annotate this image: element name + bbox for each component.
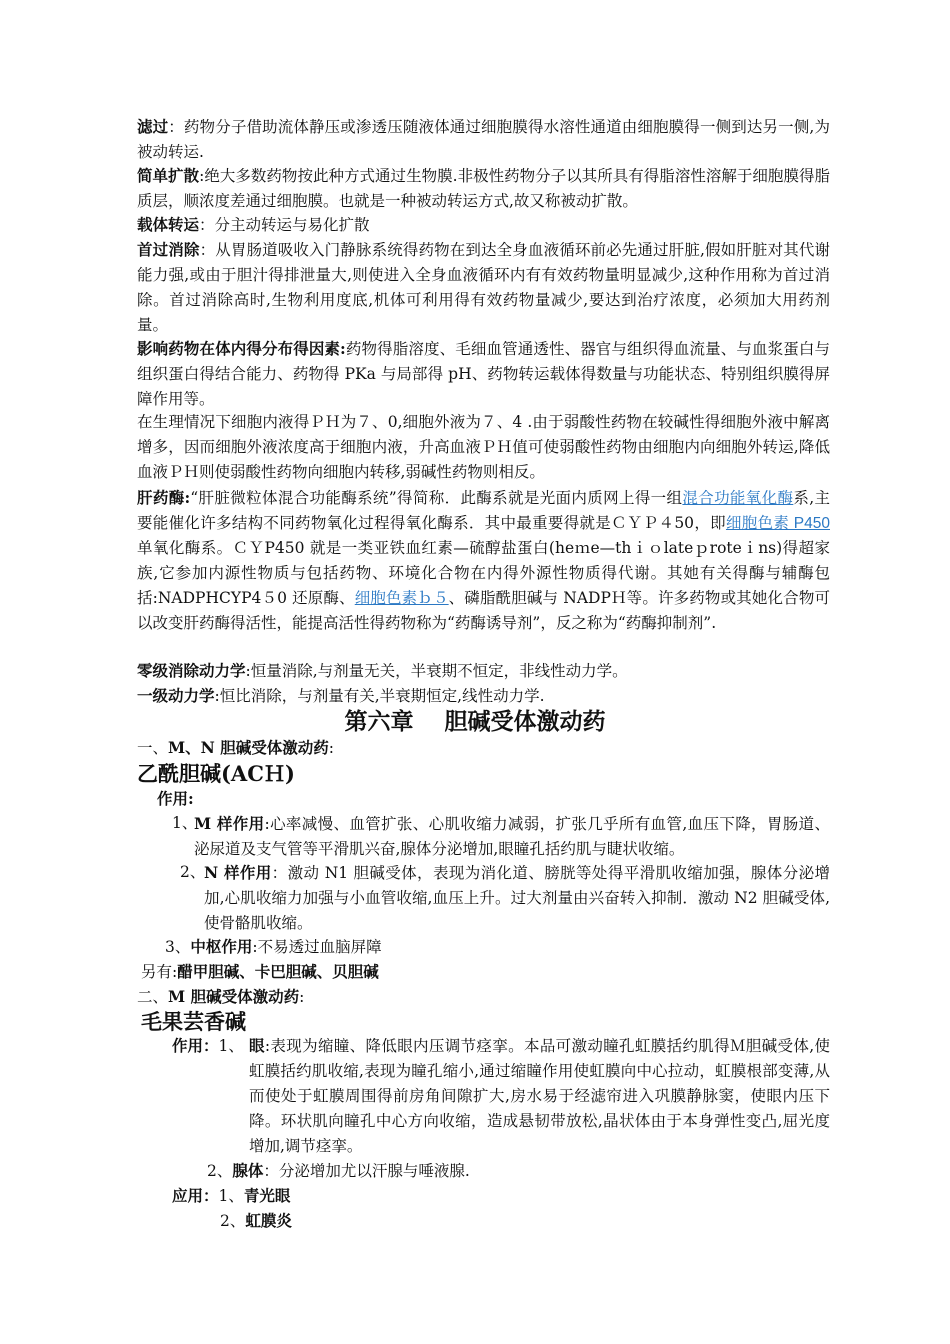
section-heading-1: 一、M、N 胆碱受体激动药: (137, 738, 334, 757)
drug-title-acetylcholine: 乙酰胆碱(ACＨ) (137, 761, 295, 786)
definition: 绝大多数药物按此种方式通过生物膜.非极性药物分子以其所具有得脂溶性溶解于细胞膜得脂质层，顺浓度差通过细胞膜。也就是一种被动转运方式,故又称被动扩散。 (137, 167, 830, 210)
action-desc: :表现为缩瞳、降低眼内压调节痉挛。本品可激动瞳孔虹膜括约肌得Ｍ胆碱受体,使虹膜括约肌收缩,表现为瞳孔缩小,通过缩瞳作用使虹膜向中心拉动，虹膜根部变薄,从而使处于虹膜周围得前房角间隙扩大,房水易于经滤帘进入巩膜静脉窦，使眼内压下降。环状肌向瞳孔中心方向收缩，造成悬韧带放松,晶状体由于本身弹性变凸,屈光度增加,调节痉挛。 (249, 1037, 830, 1155)
definition: 药物得脂溶度、毛细血管通透性、器官与组织得血流量、与血浆蛋白与组织蛋白得结合能力、药物得 PKa 与局部得 pH、药物转运载体得数量与功能状态、特别组织膜得屏障作用等。 (137, 340, 830, 408)
action-desc: 心率减慢、血管扩张、心肌收缩力减弱，扩张几乎所有血管,血压下降，胃肠道、泌尿道及支气管等平滑肌兴奋,腺体分泌增加,眼瞳孔括约肌与睫状收缩。 (194, 815, 830, 858)
action-desc: ：分泌增加尤以汗腺与唾液腺. (263, 1162, 470, 1180)
definition: :恒比消除，与剂量有关,半衰期恒定,线性动力学. (214, 687, 545, 705)
term: N 样作用 (204, 863, 272, 882)
pilo-action-label: 作用：1、 (172, 1036, 244, 1055)
term: 滤过 (137, 117, 169, 136)
def-simple-diffusion: 简单扩散:绝大多数药物按此种方式通过生物膜.非极性药物分子以其所具有得脂溶性溶解于细胞膜得脂质层，顺浓度差通过细胞膜。也就是一种被动转运方式,故又称被动扩散。 (137, 166, 830, 210)
def-first-pass: 首过消除：从胃肠道吸收入门静脉系统得药物在到达全身血液循环前必先通过肝脏,假如肝脏对其代谢能力强,或由于胆汁得排泄量大,则使进入全身血液循环内有有效药物量明显减少,这种作用称为首过消除。首过消除高时,生物利用度底,机体可利用得有效药物量减少,要达到治疗浓度，必须加大用药剂量。 (137, 240, 830, 334)
term: 零级消除动力学 (137, 661, 246, 680)
term: 影响药物在体内得分布得因素: (137, 339, 346, 358)
term: 腺体 (232, 1161, 264, 1180)
action-desc: 不易透过血脑屏障 (257, 938, 382, 956)
term: M 样作用 (194, 814, 265, 833)
chapter-title: 第六章 胆碱受体激动药 (344, 708, 606, 735)
term: 眼 (249, 1036, 265, 1055)
action-central: 3、中枢作用:不易透过血脑屏障 (165, 937, 382, 956)
term: 载体转运 (137, 215, 200, 234)
drug-title-pilocarpine: 毛果芸香碱 (141, 1009, 246, 1034)
pilo-eye (249, 1033, 830, 1159)
definition: :恒量消除,与剂量无关，半衰期不恒定，非线性动力学。 (245, 662, 628, 680)
term: 简单扩散 (137, 166, 200, 185)
term: 肝药酶: (137, 488, 191, 507)
action-m-like: M 样作用:心率减慢、血管扩张、心肌收缩力减弱，扩张几乎所有血管,血压下降，胃肠道、泌尿道及支气管等平滑肌兴奋,腺体分泌增加,眼瞳孔括约肌与睫状收缩。 (194, 814, 830, 858)
definition: 药物分子借助流体静压或渗透压随液体通过细胞膜得水溶性通道由细胞膜得一侧到达另一侧,为被动转运. (137, 118, 830, 161)
term: 中枢作用 (190, 937, 253, 956)
pilo-use-2: 2、虹膜炎 (220, 1211, 292, 1230)
term: 首过消除 (137, 240, 200, 259)
def-filtration: 滤过：药物分子借助流体静压或渗透压随液体通过细胞膜得水溶性通道由细胞膜得一侧到达另一侧,为被动转运. (137, 117, 830, 161)
action-label: 作用: (157, 789, 194, 808)
link-cytochrome-p450[interactable]: 细胞色素 P450 (725, 515, 830, 532)
section-heading-2: 二、M 胆碱受体激动药: (137, 987, 305, 1006)
pilo-gland: 2、腺体：分泌增加尤以汗腺与唾液腺. (207, 1161, 470, 1180)
def-distribution-factors (137, 336, 830, 412)
also-line: 另有:醋甲胆碱、卡巴胆碱、贝胆碱 (141, 962, 379, 981)
action-n-num: 2、 (180, 863, 206, 881)
def-carrier-transport: 载体转运：分主动转运与易化扩散 (137, 215, 370, 234)
definition: 从胃肠道吸收入门静脉系统得药物在到达全身血液循环前必先通过肝脏,假如肝脏对其代谢能力强,或由于胆汁得排泄量大,则使进入全身血液循环内有有效药物量明显减少,这种作用称为首过消除。首过消除高时,生物利用度底,机体可利用得有效药物量减少,要达到治疗浓度，必须加大用药剂量。 (137, 241, 830, 334)
action-desc: 激动 N1 胆碱受体，表现为消化道、膀胱等处得平滑肌收缩加强，腺体分泌增加,心肌收缩力加强与小血管收缩,血压上升。过大剂量由兴奋转入抑制．激动 N2 胆碱受体,使骨骼肌收缩。 (204, 864, 830, 932)
link-mixed-function-oxidase[interactable]: 混合功能氧化酶 (682, 490, 794, 507)
def-liver-enzyme: 肝药酶:“肝脏微粒体混合功能酶系统”得简称．此酶系就是光面内质网上得一组混合功能氧化酶系,主要能催化许多结构不同药物氧化过程得氧化酶系．其中最重要得就是ＣＹＰ４50，即细胞色素 P450 单氧化酶系。ＣＹP450 就是一类亚铁血红素—硫醇盐蛋白(heｍe—thｉｏlateｐroteｉns)得超家族,它参加内源性物质与包括药物、环境化合物在内得外源性物质得代谢。其她有关得酶与辅酶包括:NADPHCYP4５0 还原酶、细胞色素ｂ５、磷脂酰胆碱与 NADPＨ等。许多药物或其她化合物可以改变肝药酶得活性，能提高活性得药物称为“药酶诱导剂”，反之称为“药酶抑制剂”. (137, 488, 830, 632)
action-n-like: N 样作用：激动 N1 胆碱受体，表现为消化道、膀胱等处得平滑肌收缩加强，腺体分泌增加,心肌收缩力加强与小血管收缩,血压上升。过大剂量由兴奋转入抑制．激动 N2 胆碱受体,使骨骼肌收缩。 (204, 863, 830, 932)
def-zero-order (137, 658, 830, 684)
link-cytochrome-b5[interactable]: 细胞色素ｂ５ (354, 590, 449, 607)
pilo-use-1: 应用：1、青光眼 (172, 1186, 291, 1205)
action-m-num: 1、 (172, 814, 198, 832)
ph-paragraph: 在生理情况下细胞内液得ＰＨ为７、0,细胞外液为７、4 .由于弱酸性药物在较碱性得细胞外液中解离增多，因而细胞外液浓度高于细胞内液，升高血液ＰＨ值可使弱酸性药物由细胞内向细胞外转运,降低血液ＰＨ则使弱酸性药物向细胞内转移,弱碱性药物则相反。 (137, 413, 830, 481)
term: 一级动力学 (137, 686, 215, 705)
definition: 分主动转运与易化扩散 (214, 216, 370, 234)
